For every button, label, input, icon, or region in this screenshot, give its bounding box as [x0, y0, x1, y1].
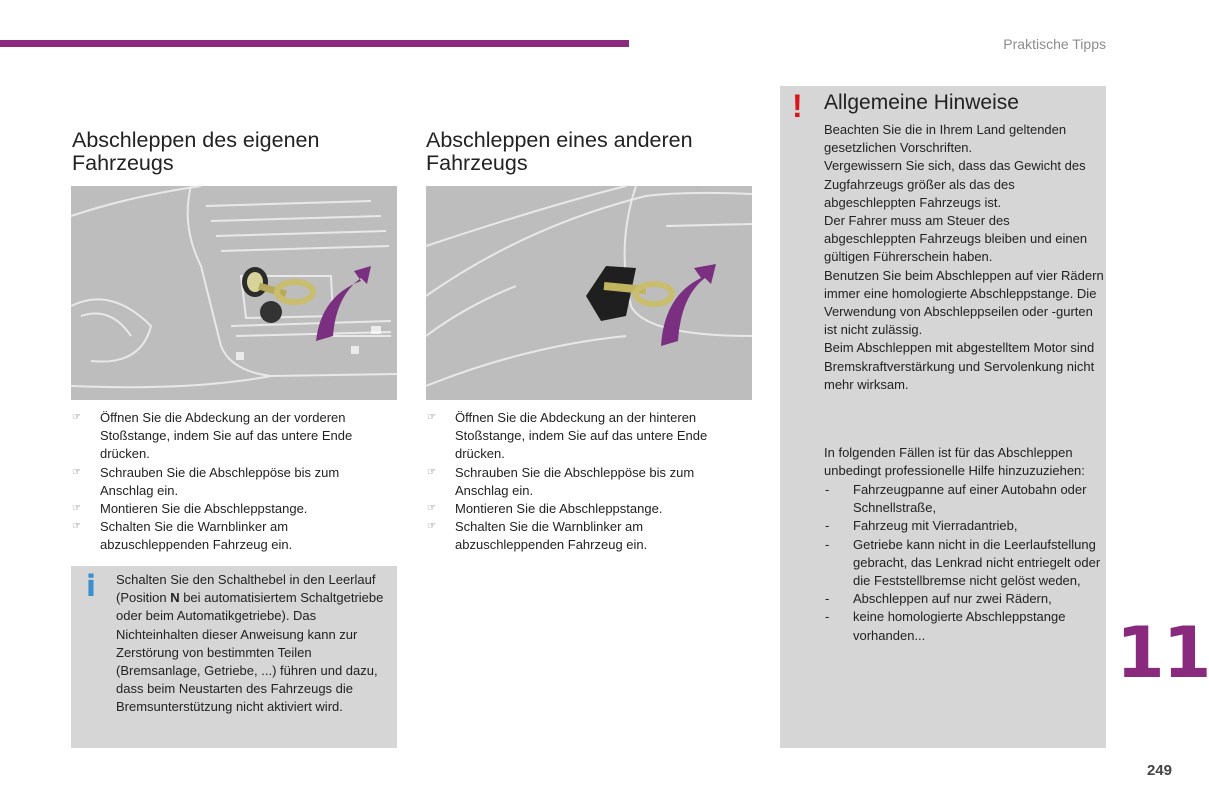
info-note-box — [71, 566, 397, 748]
list-item — [72, 464, 382, 500]
list-item — [824, 590, 1104, 608]
dash-bullet: - — [825, 591, 830, 607]
info-text-part: Schalten Sie den Schalthebel in den Leerlauf (Position — [116, 572, 376, 606]
list-item — [824, 608, 1104, 644]
hand-pointer-icon: ☞ — [427, 503, 436, 515]
hand-pointer-icon: ☞ — [427, 521, 436, 533]
chapter-number: 11 — [1116, 612, 1209, 694]
warning-exclamation-icon: ! — [792, 88, 803, 124]
dash-bullet: - — [825, 518, 830, 534]
dash-bullet: - — [825, 609, 830, 625]
step-text: Schalten Sie die Warnblinker am abzuschleppenden Fahrzeug ein. — [455, 519, 648, 553]
hand-pointer-icon: ☞ — [72, 503, 81, 515]
list-item — [824, 517, 1104, 535]
list-item — [427, 518, 737, 554]
general-paragraph: Benutzen Sie beim Abschleppen auf vier Rädern immer eine homologierte Abschleppstange. Die Verwendung von Abschleppseilen oder -gurten ist nicht zulässig. — [824, 267, 1104, 338]
list-item — [427, 464, 737, 500]
step-text: Montieren Sie die Abschleppstange. — [455, 501, 663, 517]
steps-list-own-vehicle — [72, 409, 382, 555]
hand-pointer-icon: ☞ — [72, 412, 81, 423]
case-text: keine homologierte Abschleppstange vorhanden... — [853, 609, 1066, 643]
list-item — [427, 500, 737, 518]
section-label: Praktische Tipps — [1003, 36, 1106, 52]
general-paragraph: Beachten Sie die in Ihrem Land geltenden gesetzlichen Vorschriften. — [824, 122, 1067, 156]
case-text: Abschleppen auf nur zwei Rädern, — [853, 591, 1052, 607]
rear-towing-eye-illustration — [426, 186, 752, 400]
case-text: Getriebe kann nicht in die Leerlaufstellung gebracht, das Lenkrad nicht entriegelt oder die Feststellbremse nicht gelöst weden, — [853, 536, 1101, 589]
step-text: Schrauben Sie die Abschleppöse bis zum Anschlag ein. — [455, 464, 695, 498]
info-icon: i — [86, 569, 96, 603]
step-text: Öffnen Sie die Abdeckung an der vorderen Stoßstange, indem Sie auf das untere Ende drücken. — [100, 410, 353, 462]
chapter-color-bar — [0, 40, 629, 47]
professional-help-intro: In folgenden Fällen ist für das Abschleppen unbedingt professionelle Hilfe hinzuzuziehen: — [824, 445, 1085, 479]
list-item — [72, 518, 382, 554]
professional-help-cases — [824, 481, 1104, 645]
hand-pointer-icon: ☞ — [427, 466, 436, 478]
step-text: Öffnen Sie die Abdeckung an der hinteren Stoßstange, indem Sie auf das untere Ende drücken. — [455, 410, 708, 462]
heading-line: Fahrzeugs — [72, 151, 174, 175]
hand-pointer-icon: ☞ — [72, 521, 81, 533]
gear-position-label: N — [170, 590, 180, 606]
steps-list-other-vehicle — [427, 409, 737, 555]
list-item — [427, 409, 737, 464]
step-text: Schalten Sie die Warnblinker am abzuschleppenden Fahrzeug ein. — [100, 519, 293, 553]
heading-line: Fahrzeugs — [426, 151, 528, 175]
general-paragraph: Der Fahrer muss am Steuer des abgeschleppten Fahrzeugs bleiben und einen gültigen Führerschein haben. — [824, 213, 1088, 265]
heading-tow-other-vehicle — [426, 129, 693, 175]
list-item — [72, 409, 382, 464]
hand-pointer-icon: ☞ — [427, 412, 436, 423]
dash-bullet: - — [825, 536, 830, 552]
list-item — [824, 536, 1104, 591]
general-notes-text — [824, 121, 1104, 394]
general-paragraph: Vergewissern Sie sich, dass das Gewicht des Zugfahrzeugs größer als das des abgeschleppten Fahrzeugs ist. — [824, 158, 1086, 210]
general-notes-title: Allgemeine Hinweise — [824, 91, 1019, 114]
page-number: 249 — [1146, 762, 1172, 779]
general-paragraph: Beim Abschleppen mit abgestelltem Motor sind Bremskraftverstärkung und Servolenkung nicht mehr wirksam. — [824, 340, 1095, 392]
general-notes-box — [780, 86, 1106, 748]
front-towing-eye-illustration — [71, 186, 397, 400]
heading-line: Abschleppen des eigenen — [72, 128, 320, 152]
heading-line: Abschleppen eines anderen — [426, 128, 693, 152]
heading-tow-own-vehicle — [72, 129, 319, 175]
step-text: Montieren Sie die Abschleppstange. — [100, 501, 308, 517]
info-text-part: bei automatisiertem Schaltgetriebe oder beim Automatikgetriebe). Das Nichteinhalten dieser Anweisung kann zur Zerstörung von bestimmten Teilen (Bremsanlage, Getriebe, ...) führen und dazu, dass beim Neustarten des Fahrzeugs die Bremsunterstützung nicht aktiviert wird. — [116, 590, 384, 715]
dash-bullet: - — [825, 482, 830, 497]
info-note-text — [116, 571, 391, 717]
hand-pointer-icon: ☞ — [72, 466, 81, 478]
list-item — [72, 500, 382, 518]
list-item — [824, 481, 1104, 517]
step-text: Schrauben Sie die Abschleppöse bis zum Anschlag ein. — [100, 464, 340, 498]
case-text: Fahrzeug mit Vierradantrieb, — [853, 518, 1018, 534]
case-text: Fahrzeugpanne auf einer Autobahn oder Schnellstraße, — [853, 482, 1087, 516]
